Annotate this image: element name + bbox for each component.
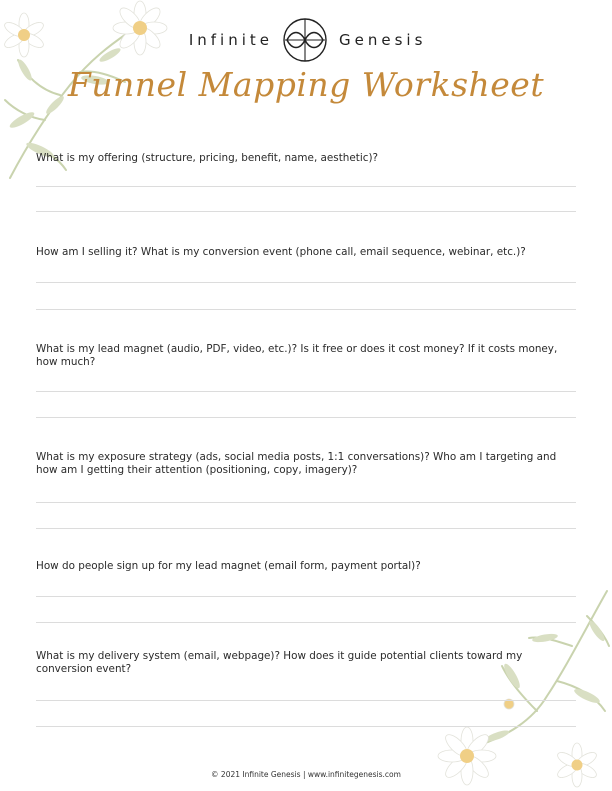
answer-line[interactable]	[36, 502, 576, 503]
answer-line[interactable]	[36, 186, 576, 187]
answer-line[interactable]	[36, 622, 576, 623]
chamomile-flower	[555, 743, 598, 787]
answer-line[interactable]	[36, 726, 576, 727]
answer-line[interactable]	[36, 391, 576, 392]
answer-line[interactable]	[36, 309, 576, 310]
brand-name-right: Genesis	[339, 31, 427, 49]
question-delivery-system: What is my delivery system (email, webpage)? How does it guide potential clients toward my conversion event?	[36, 650, 523, 675]
answer-line[interactable]	[36, 528, 576, 529]
question-offering: What is my offering (structure, pricing, benefit, name, aesthetic)?	[36, 152, 379, 164]
question-exposure-strategy: What is my exposure strategy (ads, social media posts, 1:1 conversations)? Who am I targeting and how am I getting their attention (positioning, copy, imagery)?	[36, 451, 557, 476]
question-lead-magnet: What is my lead magnet (audio, PDF, video, etc.)? Is it free or does it cost money? If it costs money, how much?	[36, 343, 558, 368]
answer-line[interactable]	[36, 596, 576, 597]
infinity-logo-icon	[282, 17, 328, 63]
footer-copyright: © 2021 Infinite Genesis | www.infinitegenesis.com	[211, 770, 401, 779]
answer-line[interactable]	[36, 211, 576, 212]
answer-line[interactable]	[36, 282, 576, 283]
question-sign-up: How do people sign up for my lead magnet (email form, payment portal)?	[36, 560, 421, 572]
brand-header	[0, 17, 612, 63]
page-title: Funnel Mapping Worksheet	[67, 65, 545, 104]
brand-name-left: Infinite	[188, 31, 273, 49]
answer-line[interactable]	[36, 417, 576, 418]
answer-line[interactable]	[36, 700, 576, 701]
chamomile-illustration-bottom-right	[437, 586, 612, 791]
question-selling: How am I selling it? What is my conversion event (phone call, email sequence, webinar, etc.)?	[36, 246, 526, 258]
